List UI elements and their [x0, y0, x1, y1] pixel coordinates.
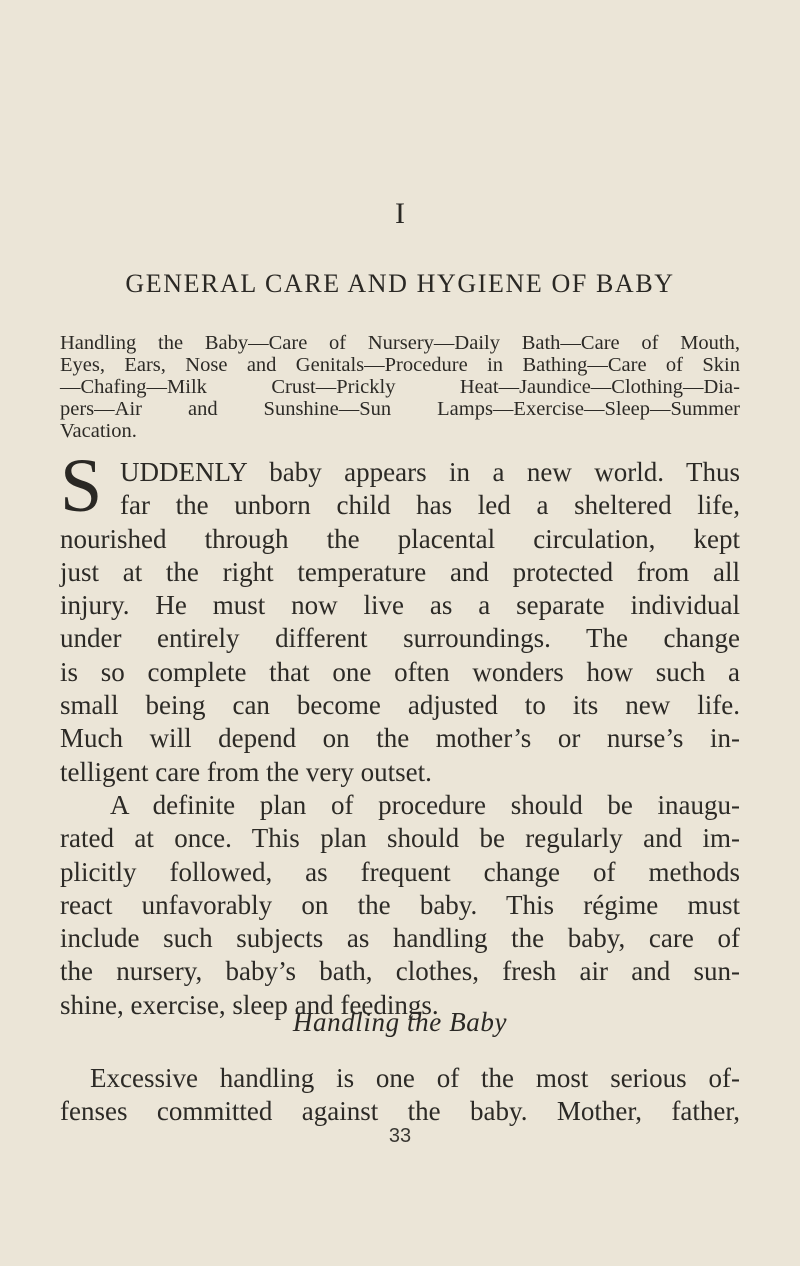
body-line: telligent care from the very outset.	[60, 756, 432, 787]
body-line: rated at once. This plan should be regularly and im-	[60, 823, 740, 854]
chapter-synopsis	[60, 332, 740, 442]
body-line: the nursery, baby’s bath, clothes, fresh air and sun-	[60, 956, 740, 987]
drop-cap-letter: S	[60, 444, 103, 528]
page-number: 33	[388, 1125, 412, 1147]
body-line: react unfavorably on the baby. This régime must	[60, 889, 740, 920]
synopsis-line: pers—Air and Sunshine—Sun Lamps—Exercise—Sleep—Summer	[60, 398, 740, 420]
body-line: shine, exercise, sleep and feedings.	[60, 989, 439, 1020]
body-line: is so complete that one often wonders how such a	[60, 656, 740, 687]
body-line: A definite plan of procedure should be inaugu-	[110, 789, 740, 820]
opening-lines	[60, 456, 740, 523]
body-line: just at the right temperature and protected from all	[60, 556, 740, 587]
body-text	[60, 456, 740, 1022]
synopsis-line: Handling the Baby—Care of Nursery—Daily Bath—Care of Mouth,	[60, 332, 740, 354]
body-line: Excessive handling is one of the most serious of-	[90, 1063, 740, 1093]
body-line: injury. He must now live as a separate individual	[60, 590, 740, 621]
body-line: Much will depend on the mother’s or nurse’s in-	[60, 723, 740, 754]
body-line: far the unborn child has led a sheltered life,	[120, 490, 740, 521]
synopsis-line: Eyes, Ears, Nose and Genitals—Procedure in Bathing—Care of Skin	[60, 354, 740, 376]
chapter-number: I	[395, 197, 405, 230]
body-line: nourished through the placental circulation, kept	[60, 523, 740, 554]
body-line: small being can become adjusted to its new life.	[60, 690, 740, 721]
synopsis-line: Vacation.	[60, 420, 137, 442]
section-heading: Handling the Baby	[292, 1007, 508, 1037]
body-line: fenses committed against the baby. Mother, father,	[60, 1096, 740, 1126]
section-text	[60, 1062, 740, 1128]
body-line: plicitly followed, as frequent change of methods	[60, 856, 740, 887]
body-line: include such subjects as handling the baby, care of	[60, 923, 740, 954]
body-line: UDDENLY baby appears in a new world. Thus	[120, 457, 740, 487]
body-line: under entirely different surroundings. The change	[60, 623, 740, 654]
chapter-title: GENERAL CARE AND HYGIENE OF BABY	[125, 269, 675, 298]
synopsis-line: —Chafing—Milk Crust—Prickly Heat—Jaundice—Clothing—Dia-	[60, 376, 740, 398]
